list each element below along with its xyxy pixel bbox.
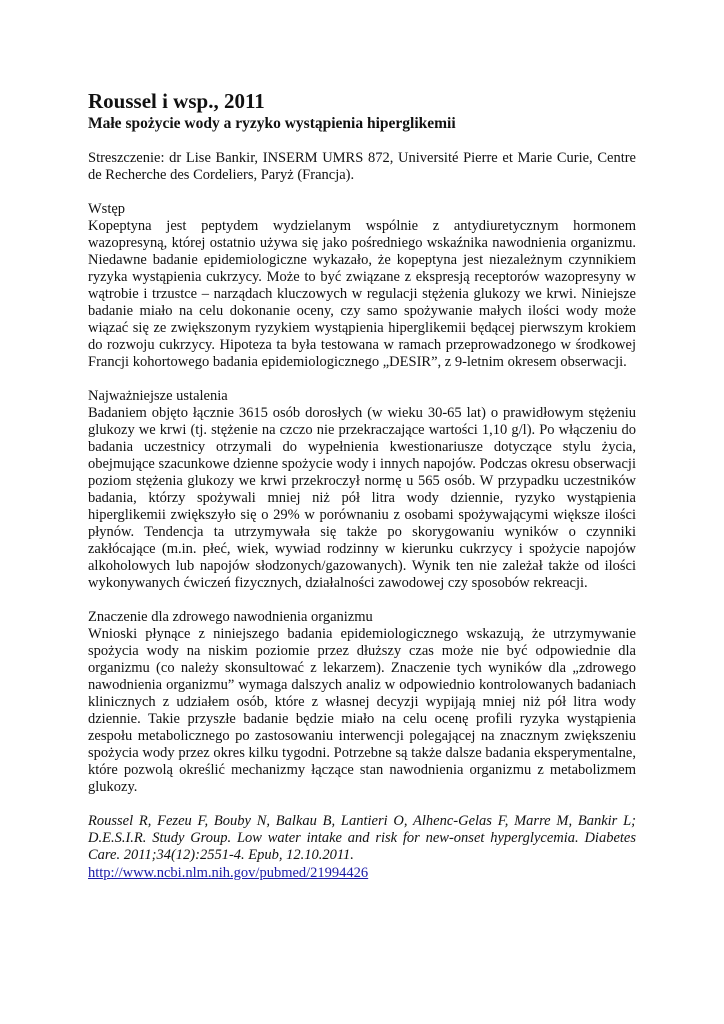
section-key-findings [88,388,636,592]
citation: Roussel R, Fezeu F, Bouby N, Balkau B, Lantieri O, Alhenc-Gelas F, Marre M, Bankir L; D.E.S.I.R. Study Group. Low water intake and risk for new-onset hyperglycemia. Diabetes Care. 2011;34(12):2551-4. Epub, 12.10.2011. [88,813,636,863]
section-body: Wnioski płynące z niniejszego badania epidemiologicznego wskazują, że utrzymywanie spożycia wody na niskim poziomie przez dłuższy czas może nie być odpowiednie dla organizmu (co należy skonsultować z lekarzem). Znaczenie tych wyników dla „zdrowego nawodnienia organizmu” wymaga dalszych analiz w odpowiednio kontrolowanych badaniach klinicznych z udziałem osób, które z własnej decyzji wypijają mniej niż pół litra wody dziennie. Takie przyszłe badanie będzie miało na celu ocenę profili ryzyka wystąpienia zespołu metabolicznego po zastosowaniu interwencji polegającej na znacznym zwiększeniu spożycia wody przez okres kilku tygodni. Potrzebne są także dalsze badania eksperymentalne, które pozwolą określić mechanizmy łączące stan nawodnienia organizmu z metabolizmem glukozy. [88,626,636,795]
section-heading: Wstęp [88,201,126,217]
abstract-author-line: Streszczenie: dr Lise Bankir, INSERM UMRS 872, Université Pierre et Marie Curie, Centre de Recherche des Cordeliers, Paryż (Francja). [88,150,636,183]
section-introduction [88,201,636,371]
section-body: Kopeptyna jest peptydem wydzielanym wspólnie z antydiuretycznym hormonem wazopresyną, której ostatnio używa się jako pośredniego wskaźnika nawodnienia organizmu. Niedawne badanie epidemiologiczne wykazało, że kopeptyna jest niezależnym czynnikiem ryzyka wystąpienia cukrzycy. Może to być związane z ekspresją receptorów wazopresyny w wątrobie i trzustce – narządach kluczowych w regulacji stężenia glukozy we krwi. Niniejsze badanie miało na celu dokonanie oceny, czy samo spożywanie małych ilości wody może wiązać się ze zwiększonym ryzykiem wystąpienia hiperglikemii będącej pierwszym krokiem do rozwoju cukrzycy. Hipoteza ta była testowana w ramach przeprowadzonego w środkowej Francji kohortowego badania epidemiologicznego „DESIR”, z 9-letnim okresem obserwacji. [88,218,636,370]
section-body: Badaniem objęto łącznie 3615 osób dorosłych (w wieku 30-65 lat) o prawidłowym stężeniu glukozy we krwi (tj. stężenie na czczo nie przekraczające wartości 1,10 g/l). Po włączeniu do badania uczestnicy otrzymali do wypełnienia kwestionariusze dotyczące stylu życia, obejmujące szacunkowe dzienne spożycie wody i innych napojów. Podczas okresu obserwacji poziom stężenia glukozy we krwi przekroczył normę u 565 osób. W przypadku uczestników badania, którzy spożywali mniej niż pół litra wody dziennie, ryzyko wystąpienia hiperglikemii zwiększyło się o 29% w porównaniu z osobami spożywającymi większe ilości płynów. Tendencja ta utrzymywała się także po skorygowaniu wyników o czynniki zakłócające (m.in. płeć, wiek, wywiad rodzinny w kierunku cukrzycy i spożycie napojów alkoholowych lub napojów słodzonych/gazowanych). Wynik ten nie zależał także od ilości wykonywanych ćwiczeń fizycznych, działalności zawodowej czy sposobów rekreacji. [88,405,636,591]
section-hydration-significance [88,609,636,796]
pubmed-link[interactable]: http://www.ncbi.nlm.nih.gov/pubmed/21994426 [88,865,369,881]
section-heading: Najważniejsze ustalenia [88,388,228,404]
document-page [88,88,636,883]
document-subtitle: Małe spożycie wody a ryzyko wystąpienia hiperglikemii [88,115,456,132]
section-heading: Znaczenie dla zdrowego nawodnienia organizmu [88,609,373,625]
document-title: Roussel i wsp., 2011 [88,89,265,113]
